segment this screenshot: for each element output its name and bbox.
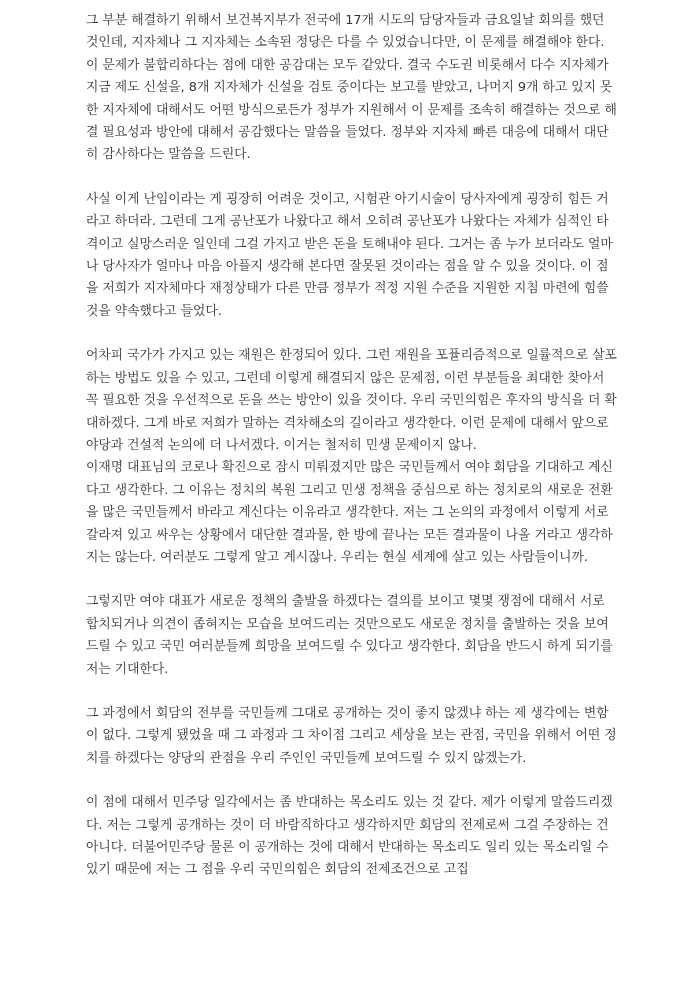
article-body bbox=[86, 10, 618, 904]
paragraph-7: 이 점에 대해서 민주당 일각에서는 좀 반대하는 목소리도 있는 것 같다. 제가 이렇게 말씀드리겠다. 저는 그렇게 공개하는 것이 더 바람직하다고 생각하지만 회담의 전제로써 그걸 주장하는 건 아니다. 더불어민주당 물론 이 공개하는 것에 대해서 반대하는 목소리도 일리 있는 목소리일 수 있기 때문에 저는 그 점을 우리 국민의힘은 회담의 전제조건으로 고집 bbox=[86, 795, 613, 878]
paragraph-1: 그 부분 해결하기 위해서 보건복지부가 전국에 17개 시도의 담당자들과 금요일날 회의를 했던 것인데, 지자체나 그 지자체는 소속된 정당은 다를 수 있었습니다만, 이 문제를 해결해야 한다. 이 문제가 불합리하다는 점에 대한 공감대는 모두 같았다. 결국 수도권 비롯해서 다수 지자체가 지금 제도 신설을, 8개 지자체가 신설을 검토 중이다는 보고를 받았고, 나머지 9개 하고 있지 못한 지자체에 대해서도 어떤 방식으로든가 정부가 지원해서 이 문제를 조속히 해결하는 것으로 해결 필요성과 방안에 대해서 공감했다는 말씀을 들었다. 정부와 지자체 빠른 대응에 대해서 대단히 감사하다는 말씀을 드린다. bbox=[86, 13, 617, 163]
paragraph-4: 이재명 대표님의 코로나 확진으로 잠시 미뤄졌지만 많은 국민들께서 여야 회담을 기대하고 계신다고 생각한다. 그 이유는 정치의 복원 그리고 민생 정책을 중심으로 하는 정치로의 새로운 전환을 많은 국민들께서 바라고 계신다는 이유라고 생각한다. 저는 그 논의의 과정에서 이렇게 서로 갈라져 있고 싸우는 상황에서 대단한 결과물, 한 방에 끝나는 모든 결과물이 나올 거라고 생각하지는 않는다. 여러분도 그렇게 알고 계시잖나. 우리는 현실 세계에 살고 있는 사람들이니까. bbox=[86, 460, 613, 565]
paragraph-6: 그 과정에서 회담의 전부를 국민들께 그대로 공개하는 것이 좋지 않겠냐 하는 제 생각에는 변함이 없다. 그렇게 됐었을 때 그 과정과 그 차이점 그리고 세상을 보는 관점, 국민을 위해서 어떤 정치를 하겠다는 양당의 관점을 우리 주인인 국민들께 보여드릴 수 있지 않겠는가. bbox=[86, 705, 617, 766]
paragraph-2: 사실 이게 난임이라는 게 굉장히 어려운 것이고, 시험관 아기시술이 당사자에게 굉장히 힘든 거라고 하더라. 그런데 그게 공난포가 나왔다고 해서 오히려 공난포가 나왔다는 자체가 심적인 타격이고 실망스러운 일인데 그걸 가지고 받은 돈을 토해내야 된다. 그거는 좀 누가 보더라도 얼마나 당사자가 얼마나 마음 아플지 생각해 본다면 잘못된 것이라는 점을 알 수 있을 것이다. 이 점을 저희가 지자체마다 재정상태가 다른 만큼 정부가 적정 지원 수준을 지원한 지침 마련에 힘쓸 것을 약속했다고 들었다. bbox=[86, 191, 613, 319]
paragraph-5: 그렇지만 여야 대표가 새로운 정책의 출발을 하겠다는 결의를 보이고 몇몇 쟁점에 대해서 서로 합치되거나 의견이 좁혀지는 모습을 보여드리는 것만으로도 새로운 정치를 출발하는 것을 보여드릴 수 있고 국민 여러분들께 희망을 보여드릴 수 있다고 생각한다. 회담을 반드시 하게 되기를 저는 기대한다. bbox=[86, 594, 613, 677]
paragraph-3: 어차피 국가가 가지고 있는 재원은 한정되어 있다. 그런 재원을 포퓰리즘적으로 일률적으로 살포하는 방법도 있을 수 있고, 그런데 이렇게 해결되지 않은 문제점, 이런 부분들을 최대한 찾아서 꼭 필요한 것을 우선적으로 돈을 쓰는 방안이 있을 것이다. 우리 국민의힘은 후자의 방식을 더 확대하겠다. 그게 바로 저희가 말하는 격차해소의 길이라고 생각한다. 이런 문제에 대해서 앞으로 야당과 건설적 논의에 더 나서겠다. 이거는 철저히 민생 문제이지 않나. bbox=[86, 348, 617, 453]
